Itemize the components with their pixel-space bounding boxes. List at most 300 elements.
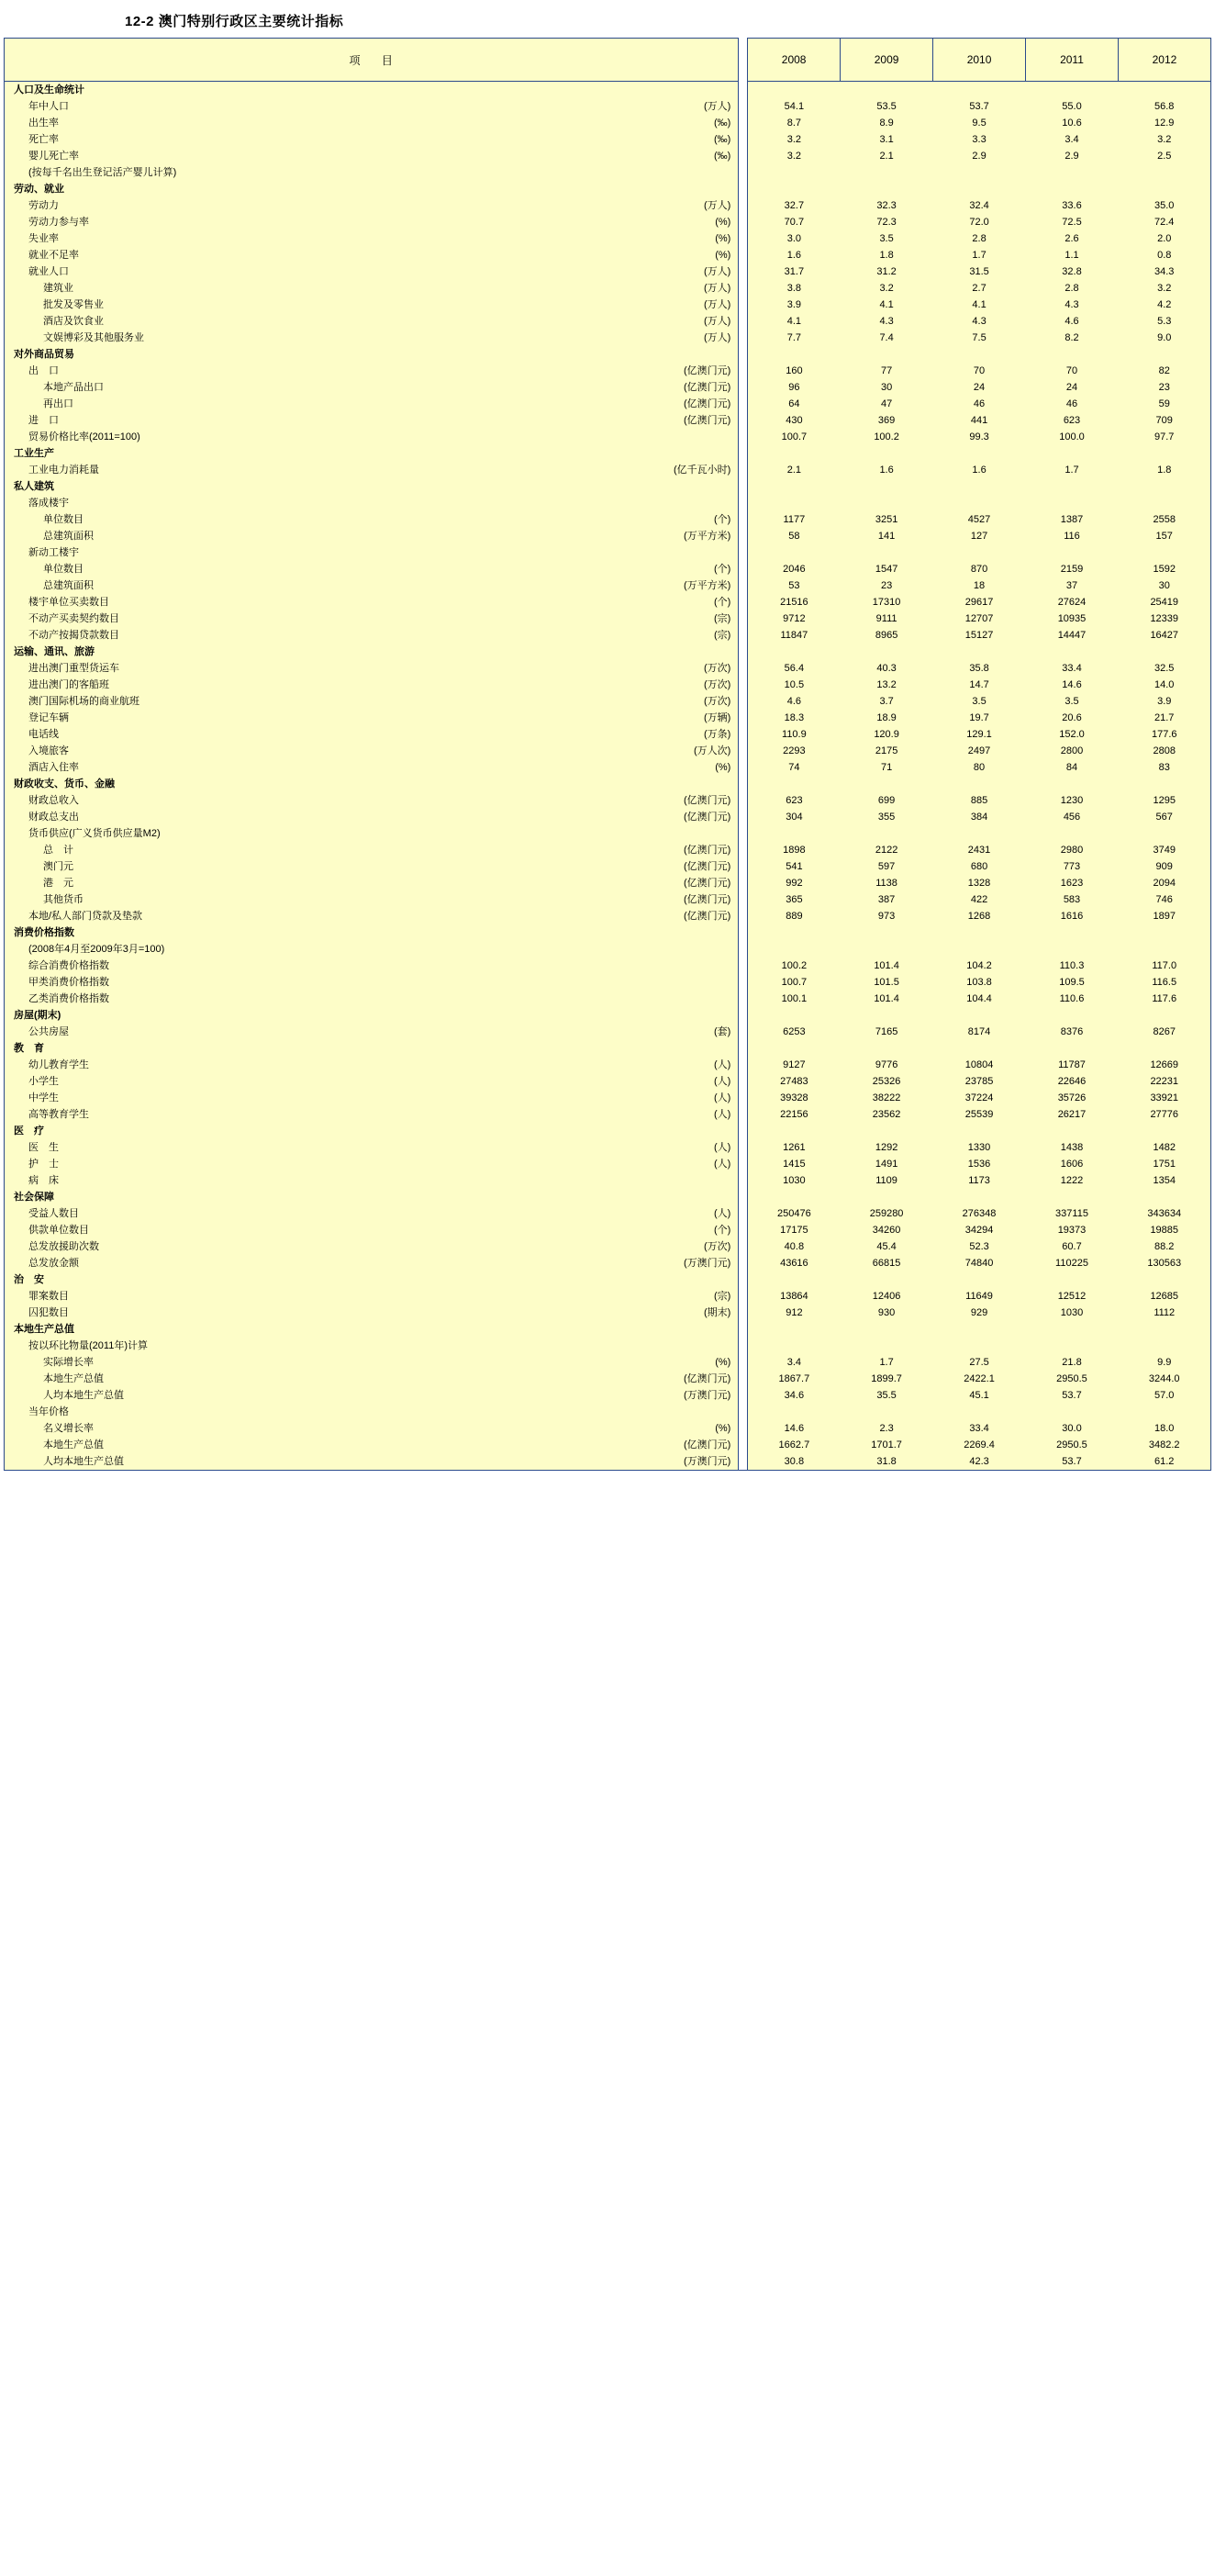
cell-value-2012 xyxy=(1118,1321,1210,1338)
cell-value-2010 xyxy=(933,941,1026,958)
cell-value-2009: 1292 xyxy=(841,1139,933,1156)
row-gap xyxy=(739,1090,748,1106)
row-unit: (亿澳门元) xyxy=(547,858,739,875)
cell-value-2010: 11649 xyxy=(933,1288,1026,1305)
cell-value-2009: 1.6 xyxy=(841,462,933,478)
table-row xyxy=(5,495,1211,511)
row-gap xyxy=(739,1255,748,1271)
row-label: 罪案数目 xyxy=(5,1288,547,1305)
row-unit: (亿澳门元) xyxy=(547,412,739,429)
table-row xyxy=(5,858,1211,875)
cell-value-2008 xyxy=(748,1123,841,1139)
cell-value-2011: 773 xyxy=(1026,858,1119,875)
cell-value-2012 xyxy=(1118,1123,1210,1139)
cell-value-2009: 1899.7 xyxy=(841,1371,933,1387)
table-row xyxy=(5,263,1211,280)
row-label: 人均本地生产总值 xyxy=(5,1387,547,1404)
cell-value-2012: 1295 xyxy=(1118,792,1210,809)
table-row xyxy=(5,1090,1211,1106)
row-gap xyxy=(739,660,748,677)
row-gap xyxy=(739,1123,748,1139)
row-label: 本地生产总值 xyxy=(5,1437,547,1453)
section-row xyxy=(5,924,1211,941)
cell-value-2010: 1.6 xyxy=(933,462,1026,478)
cell-value-2009 xyxy=(841,941,933,958)
row-gap xyxy=(739,726,748,743)
row-label: 澳门元 xyxy=(5,858,547,875)
table-row xyxy=(5,677,1211,693)
column-header-year-2009: 2009 xyxy=(841,39,933,82)
cell-value-2010: 25539 xyxy=(933,1106,1026,1123)
row-label: 劳动、就业 xyxy=(5,181,547,197)
cell-value-2009: 23562 xyxy=(841,1106,933,1123)
table-row xyxy=(5,1371,1211,1387)
row-gap xyxy=(739,1288,748,1305)
cell-value-2009: 30 xyxy=(841,379,933,396)
cell-value-2010: 1.7 xyxy=(933,247,1026,263)
cell-value-2009: 8965 xyxy=(841,627,933,644)
row-unit: (个) xyxy=(547,511,739,528)
cell-value-2010 xyxy=(933,924,1026,941)
row-gap xyxy=(739,297,748,313)
cell-value-2012 xyxy=(1118,544,1210,561)
row-label: 落成楼宇 xyxy=(5,495,547,511)
section-row xyxy=(5,1123,1211,1139)
row-gap xyxy=(739,1338,748,1354)
cell-value-2008 xyxy=(748,1189,841,1205)
cell-value-2009: 1.7 xyxy=(841,1354,933,1371)
row-gap xyxy=(739,858,748,875)
cell-value-2010: 2.9 xyxy=(933,148,1026,164)
cell-value-2008: 22156 xyxy=(748,1106,841,1123)
row-unit: (人) xyxy=(547,1139,739,1156)
cell-value-2012: 59 xyxy=(1118,396,1210,412)
row-unit: (亿澳门元) xyxy=(547,875,739,891)
row-gap xyxy=(739,148,748,164)
cell-value-2009 xyxy=(841,1321,933,1338)
cell-value-2011: 8376 xyxy=(1026,1024,1119,1040)
row-unit: (万人) xyxy=(547,197,739,214)
cell-value-2008 xyxy=(748,495,841,511)
cell-value-2009: 31.8 xyxy=(841,1453,933,1471)
cell-value-2008 xyxy=(748,825,841,842)
row-label: 工业电力消耗量 xyxy=(5,462,547,478)
cell-value-2010: 10804 xyxy=(933,1057,1026,1073)
row-label: 总 计 xyxy=(5,842,547,858)
row-unit xyxy=(547,1189,739,1205)
cell-value-2012: 2.0 xyxy=(1118,230,1210,247)
row-gap xyxy=(739,1172,748,1189)
row-label: 财政总支出 xyxy=(5,809,547,825)
cell-value-2012: 746 xyxy=(1118,891,1210,908)
row-unit: (万次) xyxy=(547,660,739,677)
cell-value-2008: 9712 xyxy=(748,610,841,627)
row-gap xyxy=(739,792,748,809)
cell-value-2009: 34260 xyxy=(841,1222,933,1238)
row-gap xyxy=(739,181,748,197)
cell-value-2010: 441 xyxy=(933,412,1026,429)
cell-value-2008: 623 xyxy=(748,792,841,809)
cell-value-2012 xyxy=(1118,1338,1210,1354)
cell-value-2009 xyxy=(841,1123,933,1139)
cell-value-2009: 101.4 xyxy=(841,958,933,974)
table-row xyxy=(5,1222,1211,1238)
table-row xyxy=(5,280,1211,297)
cell-value-2008: 34.6 xyxy=(748,1387,841,1404)
row-unit: (万人) xyxy=(547,98,739,115)
cell-value-2012: 3749 xyxy=(1118,842,1210,858)
row-gap xyxy=(739,1057,748,1073)
cell-value-2012: 61.2 xyxy=(1118,1453,1210,1471)
cell-value-2012: 3.2 xyxy=(1118,280,1210,297)
row-label: 按以环比物量(2011年)计算 xyxy=(5,1338,547,1354)
row-label: 幼儿教育学生 xyxy=(5,1057,547,1073)
cell-value-2010: 4.1 xyxy=(933,297,1026,313)
cell-value-2012: 909 xyxy=(1118,858,1210,875)
table-row xyxy=(5,412,1211,429)
row-gap xyxy=(739,809,748,825)
row-label: 本地/私人部门贷款及垫款 xyxy=(5,908,547,924)
row-unit xyxy=(547,181,739,197)
cell-value-2012: 130563 xyxy=(1118,1255,1210,1271)
cell-value-2009: 597 xyxy=(841,858,933,875)
row-unit xyxy=(547,164,739,181)
row-label: 进 口 xyxy=(5,412,547,429)
header-gap xyxy=(739,39,748,82)
row-label: 社会保障 xyxy=(5,1189,547,1205)
row-unit: (万人) xyxy=(547,297,739,313)
cell-value-2009: 3.7 xyxy=(841,693,933,710)
cell-value-2008: 3.8 xyxy=(748,280,841,297)
row-label: 私人建筑 xyxy=(5,478,547,495)
row-gap xyxy=(739,842,748,858)
cell-value-2011: 1438 xyxy=(1026,1139,1119,1156)
row-gap xyxy=(739,528,748,544)
row-gap xyxy=(739,594,748,610)
cell-value-2008: 1662.7 xyxy=(748,1437,841,1453)
cell-value-2011: 22646 xyxy=(1026,1073,1119,1090)
table-row xyxy=(5,561,1211,577)
cell-value-2008 xyxy=(748,1321,841,1338)
cell-value-2010: 99.3 xyxy=(933,429,1026,445)
cell-value-2011: 1222 xyxy=(1026,1172,1119,1189)
row-label: 入境旅客 xyxy=(5,743,547,759)
cell-value-2012: 2808 xyxy=(1118,743,1210,759)
cell-value-2012: 9.9 xyxy=(1118,1354,1210,1371)
row-label: 医 生 xyxy=(5,1139,547,1156)
cell-value-2012: 12.9 xyxy=(1118,115,1210,131)
row-label: 劳动力 xyxy=(5,197,547,214)
cell-value-2012: 33921 xyxy=(1118,1090,1210,1106)
cell-value-2010: 8174 xyxy=(933,1024,1026,1040)
cell-value-2008: 3.0 xyxy=(748,230,841,247)
row-label: 婴儿死亡率 xyxy=(5,148,547,164)
cell-value-2009 xyxy=(841,1189,933,1205)
table-row xyxy=(5,131,1211,148)
row-label: 囚犯数目 xyxy=(5,1305,547,1321)
row-unit: (套) xyxy=(547,1024,739,1040)
cell-value-2010 xyxy=(933,1189,1026,1205)
row-label: 对外商品贸易 xyxy=(5,346,547,363)
cell-value-2010: 276348 xyxy=(933,1205,1026,1222)
row-gap xyxy=(739,1106,748,1123)
row-unit: (个) xyxy=(547,594,739,610)
cell-value-2012: 2.5 xyxy=(1118,148,1210,164)
cell-value-2010: 32.4 xyxy=(933,197,1026,214)
row-label: 港 元 xyxy=(5,875,547,891)
cell-value-2008 xyxy=(748,164,841,181)
cell-value-2009 xyxy=(841,1007,933,1024)
cell-value-2009: 4.3 xyxy=(841,313,933,330)
cell-value-2008: 10.5 xyxy=(748,677,841,693)
cell-value-2010: 885 xyxy=(933,792,1026,809)
row-unit xyxy=(547,478,739,495)
row-gap xyxy=(739,230,748,247)
table-row xyxy=(5,710,1211,726)
row-gap xyxy=(739,1007,748,1024)
cell-value-2008: 3.4 xyxy=(748,1354,841,1371)
cell-value-2012 xyxy=(1118,1404,1210,1420)
row-gap xyxy=(739,825,748,842)
cell-value-2008: 1030 xyxy=(748,1172,841,1189)
row-gap xyxy=(739,759,748,776)
table-row xyxy=(5,379,1211,396)
cell-value-2010 xyxy=(933,82,1026,99)
cell-value-2012: 18.0 xyxy=(1118,1420,1210,1437)
cell-value-2008: 6253 xyxy=(748,1024,841,1040)
cell-value-2011: 35726 xyxy=(1026,1090,1119,1106)
column-header-year-2011: 2011 xyxy=(1026,39,1119,82)
row-gap xyxy=(739,115,748,131)
cell-value-2010: 2269.4 xyxy=(933,1437,1026,1453)
cell-value-2009 xyxy=(841,825,933,842)
cell-value-2011: 2.6 xyxy=(1026,230,1119,247)
table-row xyxy=(5,396,1211,412)
row-gap xyxy=(739,577,748,594)
row-gap xyxy=(739,1404,748,1420)
cell-value-2010: 129.1 xyxy=(933,726,1026,743)
cell-value-2011: 30.0 xyxy=(1026,1420,1119,1437)
table-row xyxy=(5,660,1211,677)
cell-value-2012: 1592 xyxy=(1118,561,1210,577)
cell-value-2009: 101.4 xyxy=(841,991,933,1007)
row-gap xyxy=(739,263,748,280)
row-unit: (万次) xyxy=(547,1238,739,1255)
cell-value-2011: 55.0 xyxy=(1026,98,1119,115)
cell-value-2008: 7.7 xyxy=(748,330,841,346)
cell-value-2008: 8.7 xyxy=(748,115,841,131)
cell-value-2010 xyxy=(933,495,1026,511)
row-gap xyxy=(739,396,748,412)
cell-value-2011: 583 xyxy=(1026,891,1119,908)
cell-value-2008: 250476 xyxy=(748,1205,841,1222)
cell-value-2008: 40.8 xyxy=(748,1238,841,1255)
cell-value-2008: 27483 xyxy=(748,1073,841,1090)
cell-value-2011: 60.7 xyxy=(1026,1238,1119,1255)
cell-value-2008 xyxy=(748,82,841,99)
cell-value-2008 xyxy=(748,1007,841,1024)
cell-value-2009: 1109 xyxy=(841,1172,933,1189)
row-label: 楼宇单位买卖数目 xyxy=(5,594,547,610)
cell-value-2010: 35.8 xyxy=(933,660,1026,677)
cell-value-2008: 4.6 xyxy=(748,693,841,710)
cell-value-2011: 2950.5 xyxy=(1026,1371,1119,1387)
cell-value-2010: 45.1 xyxy=(933,1387,1026,1404)
cell-value-2009: 3.1 xyxy=(841,131,933,148)
cell-value-2010: 870 xyxy=(933,561,1026,577)
cell-value-2008: 3.9 xyxy=(748,297,841,313)
row-unit: (亿澳门元) xyxy=(547,363,739,379)
row-unit: (万平方米) xyxy=(547,528,739,544)
cell-value-2011: 33.6 xyxy=(1026,197,1119,214)
row-label: 不动产买卖契约数目 xyxy=(5,610,547,627)
cell-value-2012: 57.0 xyxy=(1118,1387,1210,1404)
table-row xyxy=(5,577,1211,594)
cell-value-2011: 116 xyxy=(1026,528,1119,544)
cell-value-2012: 1751 xyxy=(1118,1156,1210,1172)
cell-value-2010: 74840 xyxy=(933,1255,1026,1271)
cell-value-2010 xyxy=(933,445,1026,462)
row-gap xyxy=(739,677,748,693)
cell-value-2011: 1230 xyxy=(1026,792,1119,809)
row-label: 酒店及饮食业 xyxy=(5,313,547,330)
cell-value-2008: 96 xyxy=(748,379,841,396)
cell-value-2009 xyxy=(841,644,933,660)
section-row xyxy=(5,644,1211,660)
cell-value-2009: 9776 xyxy=(841,1057,933,1073)
cell-value-2008: 74 xyxy=(748,759,841,776)
table-row xyxy=(5,1354,1211,1371)
cell-value-2011: 20.6 xyxy=(1026,710,1119,726)
cell-value-2008: 31.7 xyxy=(748,263,841,280)
cell-value-2009 xyxy=(841,924,933,941)
row-gap xyxy=(739,1305,748,1321)
cell-value-2008: 54.1 xyxy=(748,98,841,115)
row-gap xyxy=(739,197,748,214)
cell-value-2010: 18 xyxy=(933,577,1026,594)
row-label: 运输、通讯、旅游 xyxy=(5,644,547,660)
cell-value-2012 xyxy=(1118,445,1210,462)
cell-value-2009: 355 xyxy=(841,809,933,825)
cell-value-2010 xyxy=(933,1007,1026,1024)
row-label: 病 床 xyxy=(5,1172,547,1189)
cell-value-2008 xyxy=(748,346,841,363)
row-label: 劳动力参与率 xyxy=(5,214,547,230)
row-gap xyxy=(739,1205,748,1222)
cell-value-2011: 4.3 xyxy=(1026,297,1119,313)
cell-value-2010: 46 xyxy=(933,396,1026,412)
cell-value-2012 xyxy=(1118,82,1210,99)
table-row xyxy=(5,1338,1211,1354)
table-row xyxy=(5,627,1211,644)
cell-value-2012: 88.2 xyxy=(1118,1238,1210,1255)
row-label: 工业生产 xyxy=(5,445,547,462)
cell-value-2008: 9127 xyxy=(748,1057,841,1073)
row-label: 小学生 xyxy=(5,1073,547,1090)
row-label: 本地生产总值 xyxy=(5,1371,547,1387)
cell-value-2009: 1138 xyxy=(841,875,933,891)
cell-value-2010: 42.3 xyxy=(933,1453,1026,1471)
cell-value-2009: 66815 xyxy=(841,1255,933,1271)
row-unit xyxy=(547,1404,739,1420)
cell-value-2011: 1387 xyxy=(1026,511,1119,528)
table-row xyxy=(5,462,1211,478)
cell-value-2012: 30 xyxy=(1118,577,1210,594)
cell-value-2011: 1623 xyxy=(1026,875,1119,891)
cell-value-2012 xyxy=(1118,495,1210,511)
row-unit xyxy=(547,1321,739,1338)
cell-value-2008: 56.4 xyxy=(748,660,841,677)
row-label: 澳门国际机场的商业航班 xyxy=(5,693,547,710)
cell-value-2009: 35.5 xyxy=(841,1387,933,1404)
cell-value-2008: 43616 xyxy=(748,1255,841,1271)
cell-value-2011: 110225 xyxy=(1026,1255,1119,1271)
table-body xyxy=(5,82,1211,1471)
cell-value-2011: 4.6 xyxy=(1026,313,1119,330)
cell-value-2010 xyxy=(933,346,1026,363)
section-row xyxy=(5,1321,1211,1338)
row-gap xyxy=(739,1371,748,1387)
cell-value-2012: 116.5 xyxy=(1118,974,1210,991)
row-unit: (宗) xyxy=(547,610,739,627)
cell-value-2008: 992 xyxy=(748,875,841,891)
cell-value-2011 xyxy=(1026,164,1119,181)
table-row xyxy=(5,825,1211,842)
cell-value-2012: 567 xyxy=(1118,809,1210,825)
cell-value-2008: 30.8 xyxy=(748,1453,841,1471)
table-row xyxy=(5,792,1211,809)
row-unit: (万人) xyxy=(547,263,739,280)
row-unit xyxy=(547,941,739,958)
cell-value-2009: 1701.7 xyxy=(841,1437,933,1453)
row-gap xyxy=(739,544,748,561)
cell-value-2008: 110.9 xyxy=(748,726,841,743)
table-row xyxy=(5,115,1211,131)
column-header-item: 项 目 xyxy=(5,39,739,82)
table-row xyxy=(5,693,1211,710)
cell-value-2008: 1177 xyxy=(748,511,841,528)
row-label: 单位数目 xyxy=(5,511,547,528)
row-unit xyxy=(547,1007,739,1024)
row-gap xyxy=(739,875,748,891)
cell-value-2009 xyxy=(841,1271,933,1288)
cell-value-2011: 100.0 xyxy=(1026,429,1119,445)
row-gap xyxy=(739,363,748,379)
cell-value-2012: 56.8 xyxy=(1118,98,1210,115)
cell-value-2012: 12685 xyxy=(1118,1288,1210,1305)
table-row xyxy=(5,313,1211,330)
cell-value-2008 xyxy=(748,1338,841,1354)
row-label: 总建筑面积 xyxy=(5,528,547,544)
row-unit xyxy=(547,429,739,445)
cell-value-2012: 1897 xyxy=(1118,908,1210,924)
cell-value-2010: 70 xyxy=(933,363,1026,379)
cell-value-2008: 2293 xyxy=(748,743,841,759)
cell-value-2010: 9.5 xyxy=(933,115,1026,131)
cell-value-2011 xyxy=(1026,1404,1119,1420)
cell-value-2009: 9111 xyxy=(841,610,933,627)
row-gap xyxy=(739,924,748,941)
cell-value-2012: 8267 xyxy=(1118,1024,1210,1040)
table-row xyxy=(5,1057,1211,1073)
cell-value-2011 xyxy=(1026,346,1119,363)
cell-value-2012 xyxy=(1118,346,1210,363)
cell-value-2008 xyxy=(748,445,841,462)
cell-value-2009: 120.9 xyxy=(841,726,933,743)
table-row xyxy=(5,214,1211,230)
table-row xyxy=(5,1139,1211,1156)
cell-value-2012: 1.8 xyxy=(1118,462,1210,478)
